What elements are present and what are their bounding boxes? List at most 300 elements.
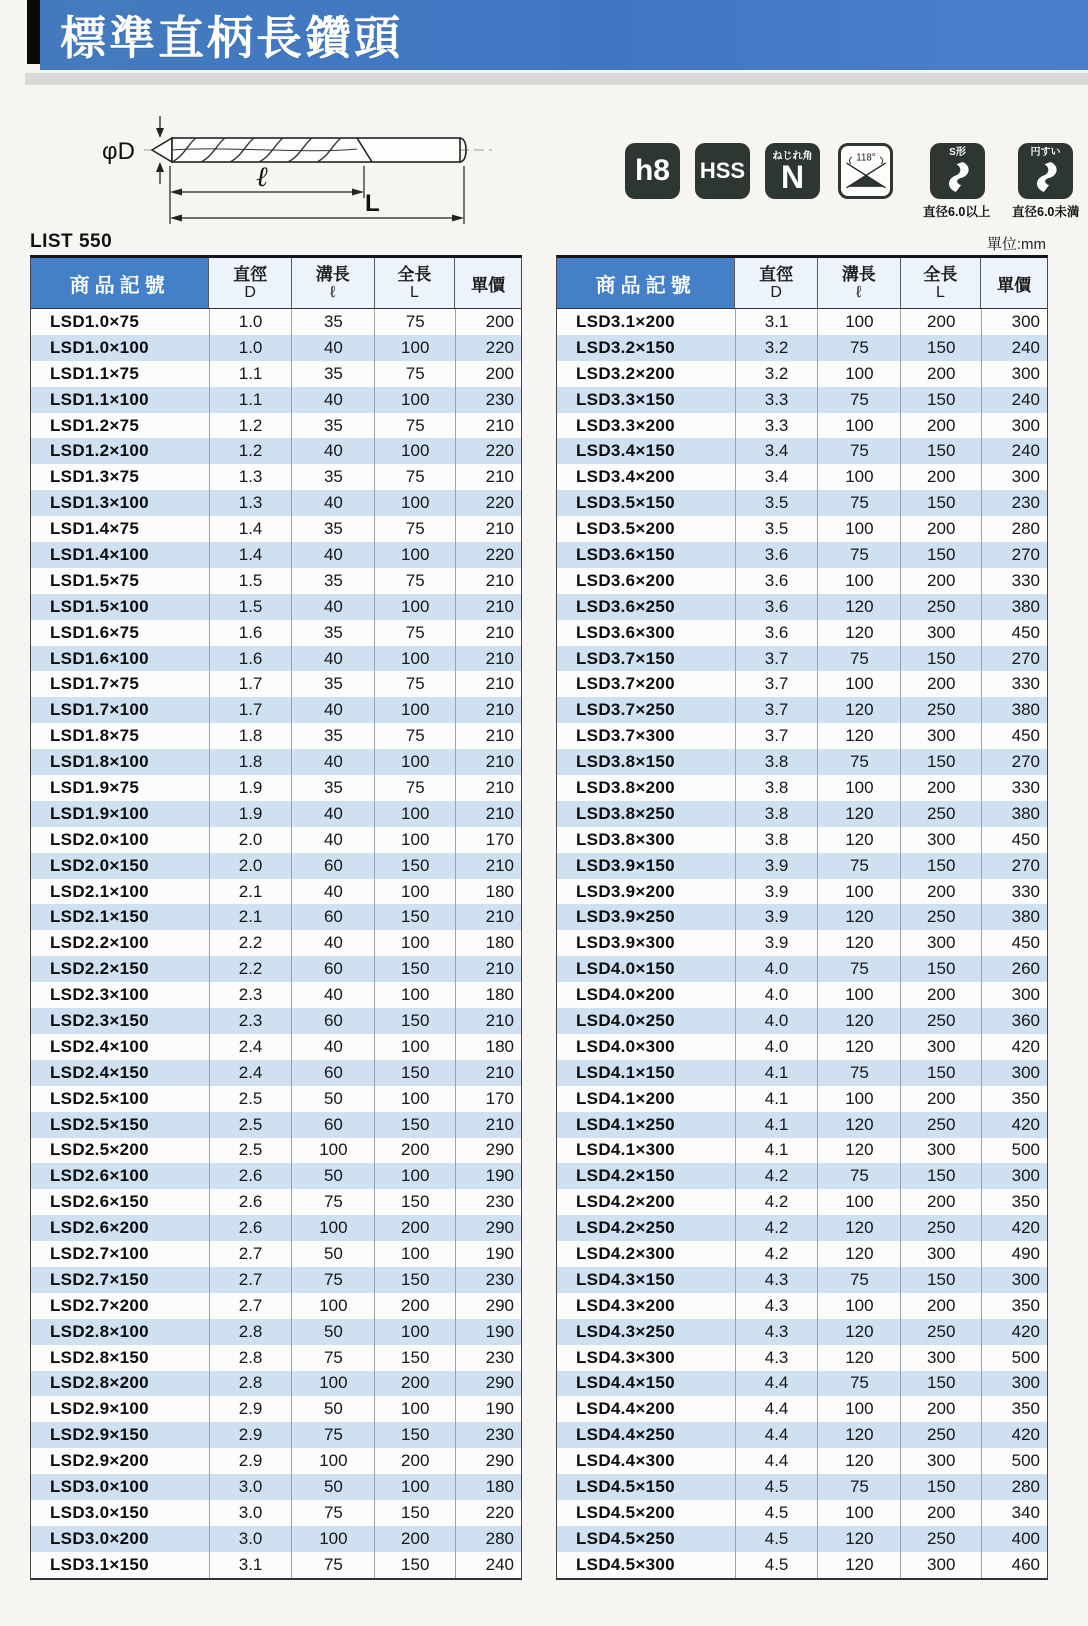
price-cell: 270: [981, 749, 1047, 775]
diameter-cell: 4.5: [735, 1526, 818, 1552]
table-row: [557, 749, 1047, 775]
diameter-cell: 1.9: [209, 801, 292, 827]
flute-length-cell: 100: [291, 1293, 374, 1319]
flute-length-cell: 40: [291, 542, 374, 568]
diameter-cell: 1.5: [209, 594, 292, 620]
diameter-cell: 3.9: [735, 853, 818, 879]
header-length-symbol: L: [935, 284, 945, 301]
price-cell: 230: [981, 490, 1047, 516]
price-cell: 420: [981, 1034, 1047, 1060]
product-code-cell: LSD3.0×200: [50, 1528, 149, 1548]
overall-length-cell: 150: [374, 1112, 455, 1138]
diameter-cell: 1.1: [209, 387, 292, 413]
price-cell: 190: [455, 1396, 521, 1422]
product-code-cell: LSD1.2×75: [50, 415, 140, 435]
diameter-cell: 4.2: [735, 1241, 818, 1267]
overall-length-cell: 200: [900, 568, 981, 594]
price-cell: 180: [455, 1474, 521, 1500]
flute-length-cell: 75: [291, 1552, 374, 1578]
diameter-cell: 2.0: [209, 853, 292, 879]
product-code-cell: LSD4.5×150: [576, 1477, 675, 1497]
table-row: [557, 646, 1047, 672]
table-row: [31, 1552, 521, 1578]
product-code-cell: LSD4.3×150: [576, 1269, 675, 1289]
flute-length-cell: 100: [817, 413, 900, 439]
diameter-cell: 4.2: [735, 1163, 818, 1189]
overall-length-cell: 150: [374, 1500, 455, 1526]
product-code-cell: LSD4.4×200: [576, 1399, 675, 1419]
product-code-cell: LSD2.2×150: [50, 959, 149, 979]
price-cell: 230: [455, 1189, 521, 1215]
price-cell: 210: [455, 594, 521, 620]
overall-length-cell: 150: [374, 956, 455, 982]
table-row: [31, 1138, 521, 1164]
flute-length-cell: 40: [291, 879, 374, 905]
product-code-cell: LSD3.6×300: [576, 622, 675, 642]
flute-length-cell: 35: [291, 464, 374, 490]
diameter-cell: 1.0: [209, 335, 292, 361]
product-code-cell: LSD4.3×300: [576, 1347, 675, 1367]
table-row: [31, 1474, 521, 1500]
diameter-cell: 4.1: [735, 1060, 818, 1086]
price-cell: 290: [455, 1371, 521, 1397]
overall-length-cell: 200: [900, 982, 981, 1008]
diameter-cell: 4.1: [735, 1086, 818, 1112]
price-cell: 350: [981, 1189, 1047, 1215]
price-cell: 400: [981, 1526, 1047, 1552]
diameter-cell: 3.6: [735, 568, 818, 594]
diameter-cell: 3.3: [735, 387, 818, 413]
overall-length-cell: 300: [900, 1034, 981, 1060]
price-cell: 450: [981, 723, 1047, 749]
table-row: [31, 956, 521, 982]
diameter-cell: 2.5: [209, 1112, 292, 1138]
table-row: [557, 1138, 1047, 1164]
table-header-row: [557, 258, 1047, 309]
price-cell: 300: [981, 413, 1047, 439]
flute-length-cell: 120: [817, 1034, 900, 1060]
overall-length-cell: 150: [374, 1345, 455, 1371]
overall-length-dimension: [170, 166, 464, 224]
flute-length-cell: 120: [817, 1008, 900, 1034]
price-cell: 420: [981, 1112, 1047, 1138]
diameter-cell: 4.2: [735, 1215, 818, 1241]
header-flute-symbol: ℓ: [330, 284, 336, 301]
price-cell: 200: [455, 309, 521, 335]
diameter-cell: 3.7: [735, 671, 818, 697]
product-code-cell: LSD2.5×150: [50, 1114, 149, 1134]
price-cell: 420: [981, 1319, 1047, 1345]
price-cell: 300: [981, 1267, 1047, 1293]
price-cell: 350: [981, 1293, 1047, 1319]
diameter-cell: 2.9: [209, 1448, 292, 1474]
product-code-cell: LSD3.1×200: [576, 311, 675, 331]
table-row: [557, 1163, 1047, 1189]
product-code-cell: LSD2.0×100: [50, 829, 149, 849]
table-row: [31, 904, 521, 930]
header-diameter-symbol: D: [770, 284, 782, 301]
overall-length-cell: 250: [900, 1319, 981, 1345]
header-flute-cjk: 溝長: [841, 265, 876, 284]
table-row: [31, 982, 521, 1008]
price-cell: 500: [981, 1345, 1047, 1371]
overall-length-cell: 100: [374, 1034, 455, 1060]
table-row: [557, 1086, 1047, 1112]
flute-length-cell: 100: [817, 1500, 900, 1526]
product-code-cell: LSD3.9×200: [576, 881, 675, 901]
price-cell: 330: [981, 879, 1047, 905]
product-code-cell: LSD2.1×150: [50, 907, 149, 927]
overall-length-cell: 150: [900, 956, 981, 982]
diameter-cell: 1.9: [209, 775, 292, 801]
table-row: [31, 309, 521, 335]
flute-length-cell: 60: [291, 904, 374, 930]
flute-length-cell: 35: [291, 723, 374, 749]
overall-length-cell: 150: [900, 542, 981, 568]
diameter-cell: 3.8: [735, 827, 818, 853]
table-body-left: [31, 309, 521, 1578]
diameter-cell: 2.2: [209, 956, 292, 982]
price-cell: 380: [981, 594, 1047, 620]
overall-length-cell: 300: [900, 1448, 981, 1474]
table-header-row: [31, 258, 521, 309]
flute-length-cell: 75: [817, 335, 900, 361]
table-row: [31, 1163, 521, 1189]
flute-length-cell: 35: [291, 671, 374, 697]
overall-length-cell: 150: [900, 1163, 981, 1189]
flute-length-cell: 120: [817, 827, 900, 853]
product-code-cell: LSD2.8×100: [50, 1321, 149, 1341]
product-code-cell: LSD1.5×100: [50, 596, 149, 616]
product-code-cell: LSD3.2×150: [576, 337, 675, 357]
helix-angle-icon: [765, 143, 820, 199]
diameter-cell: 3.1: [209, 1552, 292, 1578]
price-cell: 280: [981, 516, 1047, 542]
flute-length-cell: 75: [817, 1371, 900, 1397]
overall-length-cell: 100: [374, 1086, 455, 1112]
diameter-cell: 1.8: [209, 723, 292, 749]
unit-label: 單位:mm: [986, 236, 1046, 253]
product-code-cell: LSD4.0×200: [576, 985, 675, 1005]
product-code-cell: LSD1.1×100: [50, 389, 149, 409]
flute-length-cell: 75: [817, 1474, 900, 1500]
flute-length-cell: 40: [291, 982, 374, 1008]
table-row: [31, 879, 521, 905]
diameter-cell: 3.6: [735, 542, 818, 568]
table-row: [31, 1189, 521, 1215]
banner-accent-bar: [27, 0, 40, 64]
price-cell: 380: [981, 904, 1047, 930]
overall-length-cell: 250: [900, 801, 981, 827]
diameter-cell: 3.5: [735, 490, 818, 516]
flute-length-cell: 100: [817, 1189, 900, 1215]
flute-length-cell: 40: [291, 1034, 374, 1060]
overall-length-cell: 150: [900, 438, 981, 464]
price-cell: 330: [981, 671, 1047, 697]
overall-length-cell: 200: [900, 775, 981, 801]
flute-length-cell: 35: [291, 309, 374, 335]
product-code-cell: LSD3.7×300: [576, 726, 675, 746]
table-row: [31, 1319, 521, 1345]
product-code-cell: LSD2.5×200: [50, 1140, 149, 1160]
overall-length-cell: 250: [900, 904, 981, 930]
product-code-cell: LSD4.3×250: [576, 1321, 675, 1341]
flute-length-cell: 100: [817, 879, 900, 905]
product-code-cell: LSD2.6×100: [50, 1166, 149, 1186]
price-cell: 240: [981, 387, 1047, 413]
table-row: [31, 1422, 521, 1448]
overall-length-cell: 200: [374, 1526, 455, 1552]
diameter-cell: 2.8: [209, 1319, 292, 1345]
product-code-cell: LSD3.7×200: [576, 674, 675, 694]
table-row: [557, 568, 1047, 594]
overall-length-cell: 150: [900, 1060, 981, 1086]
diameter-cell: 4.3: [735, 1319, 818, 1345]
flute-length-cell: 75: [291, 1345, 374, 1371]
product-code-cell: LSD1.5×75: [50, 570, 140, 590]
flute-length-cell: 40: [291, 801, 374, 827]
overall-length-cell: 100: [374, 335, 455, 361]
price-cell: 270: [981, 542, 1047, 568]
s-type-drill-tip-glyph: [939, 159, 977, 195]
flute-length-cell: 75: [817, 646, 900, 672]
overall-length-cell: 75: [374, 516, 455, 542]
price-cell: 210: [455, 775, 521, 801]
diameter-cell: 2.8: [209, 1345, 292, 1371]
overall-length-cell: 150: [900, 749, 981, 775]
header-diameter-cjk: 直徑: [759, 265, 794, 284]
diameter-cell: 1.3: [209, 490, 292, 516]
table-row: [557, 361, 1047, 387]
flute-length-cell: 75: [817, 1267, 900, 1293]
flute-length-cell: 120: [817, 1526, 900, 1552]
price-cell: 300: [981, 982, 1047, 1008]
product-code-cell: LSD1.6×75: [50, 622, 140, 642]
diameter-cell: 1.6: [209, 646, 292, 672]
diameter-cell: 3.9: [735, 930, 818, 956]
price-cell: 220: [455, 1500, 521, 1526]
product-code-cell: LSD2.2×100: [50, 933, 149, 953]
overall-length-cell: 100: [374, 749, 455, 775]
diameter-cell: 2.6: [209, 1163, 292, 1189]
helix-angle-caption: ねじれ角: [772, 150, 813, 162]
flute-length-cell: 40: [291, 387, 374, 413]
flute-length-cell: 40: [291, 594, 374, 620]
table-row: [557, 1474, 1047, 1500]
flute-length-cell: 75: [291, 1422, 374, 1448]
diameter-cell: 3.6: [735, 620, 818, 646]
diameter-cell: 1.2: [209, 438, 292, 464]
price-cell: 360: [981, 1008, 1047, 1034]
overall-length-cell: 250: [900, 1008, 981, 1034]
flute-length-cell: 40: [291, 438, 374, 464]
table-row: [31, 801, 521, 827]
overall-length-cell: 150: [374, 904, 455, 930]
overall-length-cell: 250: [900, 1112, 981, 1138]
product-code-cell: LSD3.9×150: [576, 855, 675, 875]
product-code-cell: LSD1.4×75: [50, 519, 140, 539]
header-diameter: [734, 258, 817, 308]
overall-length-cell: 300: [900, 620, 981, 646]
table-row: [31, 1060, 521, 1086]
overall-length-cell: 250: [900, 1526, 981, 1552]
diameter-cell: 3.8: [735, 801, 818, 827]
overall-length-cell: 100: [374, 1319, 455, 1345]
table-row: [31, 1396, 521, 1422]
diameter-cell: 2.1: [209, 879, 292, 905]
flute-length-cell: 40: [291, 827, 374, 853]
diameter-cell: 3.7: [735, 697, 818, 723]
diameter-cell: 4.4: [735, 1422, 818, 1448]
flute-length-cell: 120: [817, 801, 900, 827]
overall-length-cell: 75: [374, 620, 455, 646]
flute-length-cell: 100: [817, 982, 900, 1008]
table-row: [31, 775, 521, 801]
diameter-cell: 2.9: [209, 1396, 292, 1422]
table-row: [557, 1396, 1047, 1422]
overall-length-cell: 200: [900, 1086, 981, 1112]
diameter-cell: 1.4: [209, 516, 292, 542]
table-row: [31, 594, 521, 620]
flute-length-cell: 120: [817, 930, 900, 956]
table-row: [557, 956, 1047, 982]
diameter-cell: 4.4: [735, 1396, 818, 1422]
flute-length-cell: 60: [291, 1060, 374, 1086]
s-type-point-icon: [930, 143, 985, 199]
price-cell: 330: [981, 775, 1047, 801]
price-cell: 500: [981, 1448, 1047, 1474]
diameter-cell: 4.0: [735, 1008, 818, 1034]
product-code-cell: LSD3.3×150: [576, 389, 675, 409]
overall-length-cell: 200: [900, 464, 981, 490]
overall-length-cell: 100: [374, 490, 455, 516]
material-hss-label: HSS: [699, 158, 746, 183]
diameter-cell: 2.7: [209, 1267, 292, 1293]
overall-length-cell: 200: [900, 516, 981, 542]
table-row: [557, 464, 1047, 490]
diameter-cell: 1.7: [209, 671, 292, 697]
flute-length-cell: 60: [291, 1008, 374, 1034]
table-row: [557, 516, 1047, 542]
table-row: [31, 1448, 521, 1474]
diameter-cell: 4.3: [735, 1345, 818, 1371]
table-row: [557, 335, 1047, 361]
table-row: [557, 1526, 1047, 1552]
diameter-cell: 4.4: [735, 1371, 818, 1397]
header-flute-cjk: 溝長: [315, 265, 350, 284]
overall-length-cell: 150: [374, 1189, 455, 1215]
price-cell: 210: [455, 956, 521, 982]
s-type-caption: S形: [949, 147, 966, 158]
diameter-cell: 4.3: [735, 1293, 818, 1319]
table-row: [31, 413, 521, 439]
price-cell: 190: [455, 1319, 521, 1345]
overall-length-cell: 150: [900, 335, 981, 361]
overall-length-cell: 300: [900, 1241, 981, 1267]
product-code-cell: LSD4.1×200: [576, 1088, 675, 1108]
table-row: [31, 749, 521, 775]
overall-length-cell: 75: [374, 309, 455, 335]
overall-length-cell: 150: [900, 490, 981, 516]
price-cell: 380: [981, 697, 1047, 723]
flute-length-cell: 100: [817, 361, 900, 387]
product-code-cell: LSD3.6×150: [576, 544, 675, 564]
product-code-cell: LSD1.8×75: [50, 726, 140, 746]
diameter-cell: 2.6: [209, 1215, 292, 1241]
diameter-cell: 3.8: [735, 775, 818, 801]
price-cell: 300: [981, 361, 1047, 387]
helix-angle-label: N: [780, 158, 805, 195]
flute-length-cell: 120: [817, 1422, 900, 1448]
table-row: [557, 671, 1047, 697]
table-row: [557, 1293, 1047, 1319]
diameter-cell: 3.3: [735, 413, 818, 439]
overall-length-cell: 100: [374, 879, 455, 905]
price-cell: 290: [455, 1293, 521, 1319]
overall-length-cell: 200: [900, 309, 981, 335]
diameter-cell: 1.0: [209, 309, 292, 335]
product-code-cell: LSD1.9×75: [50, 777, 140, 797]
overall-length-cell: 250: [900, 594, 981, 620]
table-row: [31, 387, 521, 413]
product-code-cell: LSD1.8×100: [50, 752, 149, 772]
overall-length-cell: 200: [900, 1293, 981, 1319]
price-table-right: [556, 255, 1048, 1580]
table-row: [557, 387, 1047, 413]
product-code-cell: LSD4.4×150: [576, 1373, 675, 1393]
flute-length-cell: 35: [291, 361, 374, 387]
product-code-cell: LSD2.9×200: [50, 1451, 149, 1471]
table-row: [31, 853, 521, 879]
overall-length-cell: 200: [374, 1293, 455, 1319]
price-cell: 450: [981, 827, 1047, 853]
header-flute-symbol: ℓ: [856, 284, 862, 301]
flute-length-cell: 60: [291, 1112, 374, 1138]
table-row: [31, 1112, 521, 1138]
product-code-cell: LSD2.7×100: [50, 1244, 149, 1263]
overall-length-cell: 100: [374, 1241, 455, 1267]
price-cell: 210: [455, 1112, 521, 1138]
table-row: [557, 827, 1047, 853]
price-cell: 280: [455, 1526, 521, 1552]
overall-length-cell: 150: [900, 646, 981, 672]
flute-length-cell: 75: [817, 749, 900, 775]
overall-length-cell: 75: [374, 723, 455, 749]
overall-length-cell: 75: [374, 775, 455, 801]
overall-length-cell: 200: [900, 1396, 981, 1422]
flute-length-cell: 40: [291, 490, 374, 516]
flute-length-cell: 75: [817, 1060, 900, 1086]
price-cell: 180: [455, 879, 521, 905]
product-code-cell: LSD4.1×150: [576, 1062, 675, 1082]
product-code-cell: LSD4.5×200: [576, 1502, 675, 1522]
price-cell: 210: [455, 697, 521, 723]
table-row: [557, 1500, 1047, 1526]
price-cell: 220: [455, 542, 521, 568]
diameter-cell: 4.4: [735, 1448, 818, 1474]
flute-length-cell: 100: [291, 1448, 374, 1474]
price-cell: 340: [981, 1500, 1047, 1526]
product-code-cell: LSD3.8×250: [576, 803, 675, 823]
price-cell: 420: [981, 1215, 1047, 1241]
flute-length-cell: 75: [817, 438, 900, 464]
product-code-cell: LSD2.3×150: [50, 1010, 149, 1030]
product-code-cell: LSD2.9×100: [50, 1399, 149, 1419]
flute-length-cell: 120: [817, 1215, 900, 1241]
table-row: [557, 1422, 1047, 1448]
header-flute-length: [291, 258, 374, 308]
price-cell: 230: [455, 1345, 521, 1371]
